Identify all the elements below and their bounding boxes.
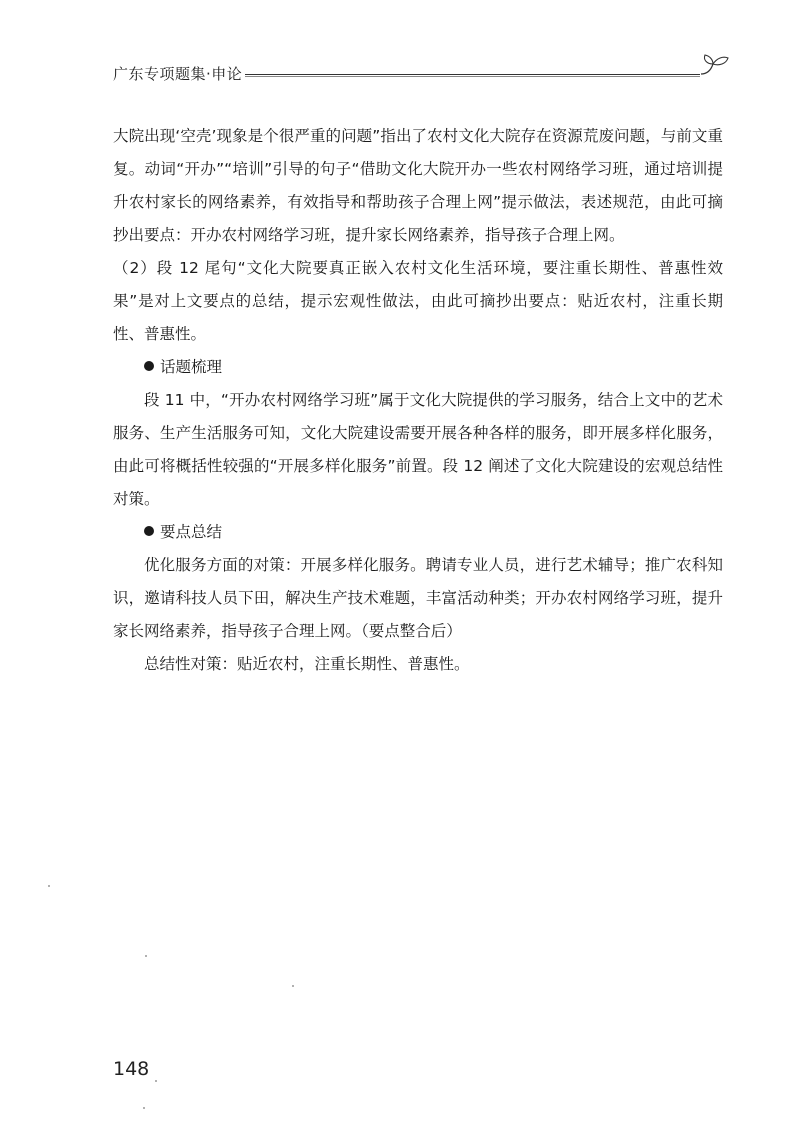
header-title: 广东专项题集·申论	[113, 65, 243, 83]
section-heading-topic-label: 话题梳理	[160, 358, 223, 376]
scan-speck	[48, 885, 50, 887]
bullet-dot-icon	[144, 526, 154, 536]
scan-speck	[145, 955, 147, 957]
scan-speck	[292, 985, 294, 987]
section-heading-summary	[113, 516, 723, 549]
header-rule-shadow	[245, 76, 700, 77]
paragraph-3: 段 11 中，“开办农村网络学习班”属于文化大院提供的学习服务，结合上文中的艺术服务、生产生活服务可知，文化大院建设需要开展各种各样的服务，即开展多样化服务，由此可将概括性较强的“开展多样化服务”前置。段 12 阐述了文化大院建设的宏观总结性对策。	[113, 391, 723, 508]
paragraph-5: 总结性对策：贴近农村，注重长期性、普惠性。	[144, 655, 470, 673]
paragraph-2: （2）段 12 尾句“文化大院要真正嵌入农村文化生活环境，要注重长期性、普惠性效果”是对上文要点的总结，提示宏观性做法，由此可摘抄出要点：贴近农村，注重长期性、普惠性。	[113, 259, 723, 343]
section-heading-topic	[113, 351, 723, 384]
sprout-icon	[697, 52, 731, 78]
page-number: 148	[113, 1058, 150, 1080]
bullet-dot-icon	[144, 361, 154, 371]
paragraph-4: 优化服务方面的对策：开展多样化服务。聘请专业人员，进行艺术辅导；推广农科知识，邀请科技人员下田，解决生产技术难题，丰富活动种类；开办农村网络学习班，提升家长网络素养，指导孩子合理上网。（要点整合后）	[113, 556, 723, 640]
paragraph-1: 大院出现‘空壳’现象是个很严重的问题”指出了农村文化大院存在资源荒废问题，与前文重复。动词“开办”“培训”引导的句子“借助文化大院开办一些农村网络学习班，通过培训提升农村家长的网络素养，有效指导和帮助孩子合理上网”提示做法，表述规范，由此可摘抄出要点：开办农村网络学习班，提升家长网络素养，指导孩子合理上网。	[113, 127, 723, 244]
running-header	[113, 60, 725, 90]
header-rule	[245, 74, 700, 75]
page-body	[113, 120, 723, 681]
scan-speck	[143, 1107, 145, 1109]
scan-speck	[155, 1080, 157, 1082]
section-heading-summary-label: 要点总结	[160, 523, 223, 541]
